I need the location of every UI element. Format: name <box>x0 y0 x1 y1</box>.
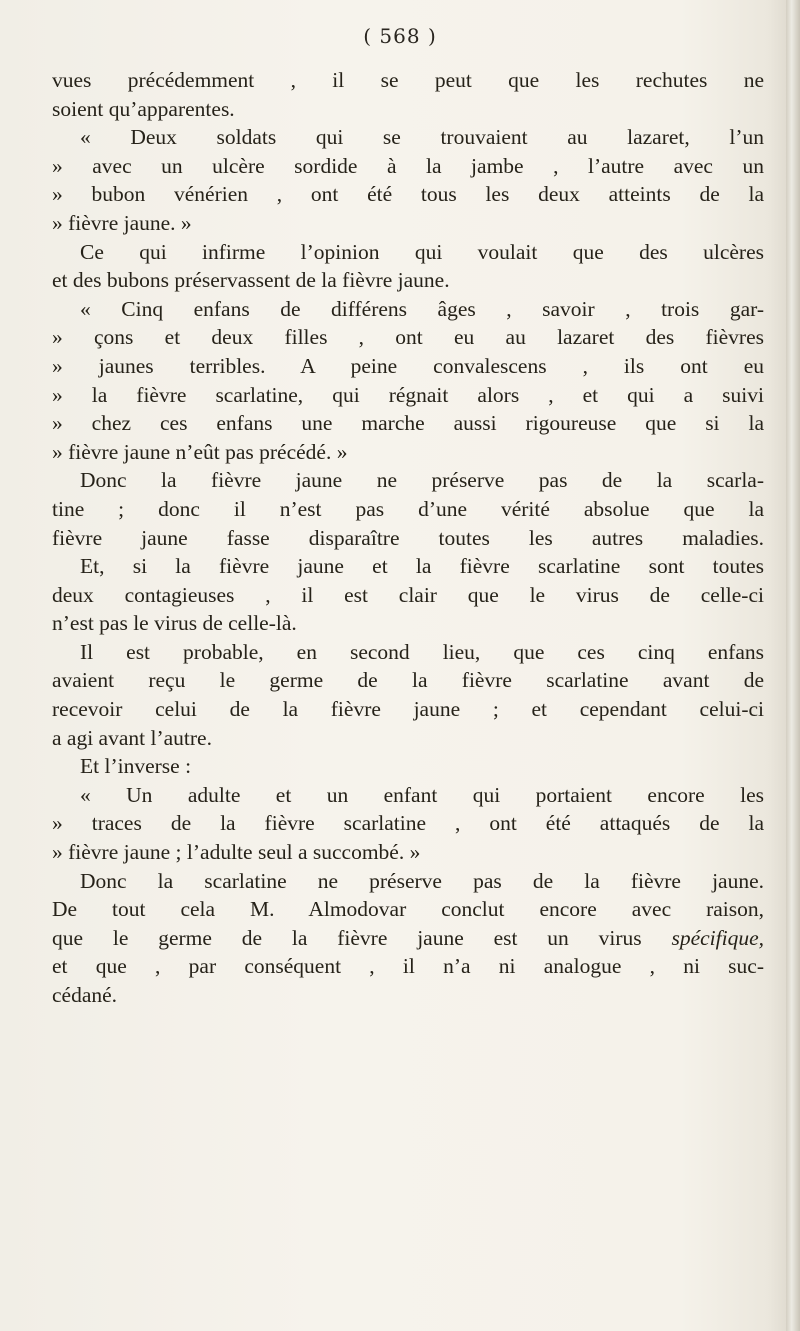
text-line: Et l’inverse : <box>80 754 192 779</box>
text-line: » fièvre jaune n’eût pas précédé. » <box>52 439 348 464</box>
closing-line: cédané. <box>52 983 118 1007</box>
text-line: et des bubons préservassent de la fièvre jaune. <box>52 268 450 293</box>
text-line: » fièvre jaune ; l’adulte seul a succombé. » <box>52 840 421 865</box>
text-line: « Un adulte et un enfant qui portaient encore les <box>80 782 764 807</box>
text-line: « Cinq enfans de différens âges , savoir , trois gar- <box>80 296 764 321</box>
page-edge <box>786 0 800 1331</box>
text-line: » chez ces enfans une marche aussi rigoureuse que si la <box>52 411 764 436</box>
text-line: Donc la fièvre jaune ne préserve pas de la scarla- <box>80 468 764 493</box>
text-line: « Deux soldats qui se trouvaient au lazaret, l’un <box>80 125 764 150</box>
text-line-specific-before: que le germe de la fièvre jaune est un virus <box>52 925 642 950</box>
text-line: Il est probable, en second lieu, que ces cinq enfans <box>80 639 764 664</box>
text-line: » jaunes terribles. A peine convalescens , ils ont eu <box>52 353 764 378</box>
text-line: » fièvre jaune. » <box>52 210 192 235</box>
closing-line: et que , par conséquent , il n’a ni analogue , ni suc- <box>52 954 764 979</box>
text-line: avaient reçu le germe de la fièvre scarlatine avant de <box>52 668 764 693</box>
text-line: » la fièvre scarlatine, qui régnait alors , et qui a suivi <box>52 382 764 407</box>
text-line: vues précédemment , il se peut que les rechutes ne <box>52 68 764 92</box>
text-line-specific <box>52 924 764 953</box>
text-lines <box>52 66 764 924</box>
emphasis-specifique: spécifique, <box>671 925 765 950</box>
text-line: fièvre jaune fasse disparaître toutes les autres maladies. <box>52 525 764 550</box>
closing-lines <box>52 952 764 1009</box>
text-line: tine ; donc il n’est pas d’une vérité absolue que la <box>52 496 764 521</box>
text-line: a agi avant l’autre. <box>52 725 212 750</box>
text-line: » traces de la fièvre scarlatine , ont été attaqués de la <box>52 811 764 836</box>
text-line: Donc la scarlatine ne préserve pas de la fièvre jaune. <box>80 868 764 893</box>
text-line: » çons et deux filles , ont eu au lazaret des fièvres <box>52 325 764 350</box>
text-line: recevoir celui de la fièvre jaune ; et cependant celui-ci <box>52 697 764 722</box>
page-number: ( 568 ) <box>363 24 437 48</box>
body-text <box>52 66 764 1010</box>
text-line: deux contagieuses , il est clair que le virus de celle-ci <box>52 582 764 607</box>
text-line: » bubon vénérien , ont été tous les deux atteints de la <box>52 182 764 207</box>
text-line: De tout cela M. Almodovar conclut encore avec raison, <box>52 897 764 922</box>
text-line: » avec un ulcère sordide à la jambe , l’autre avec un <box>52 153 764 178</box>
text-line: soient qu’apparentes. <box>52 96 235 121</box>
text-line: Et, si la fièvre jaune et la fièvre scarlatine sont toutes <box>80 554 764 579</box>
text-line: n’est pas le virus de celle-là. <box>52 611 297 636</box>
text-line: Ce qui infirme l’opinion qui voulait que des ulcères <box>80 239 764 264</box>
